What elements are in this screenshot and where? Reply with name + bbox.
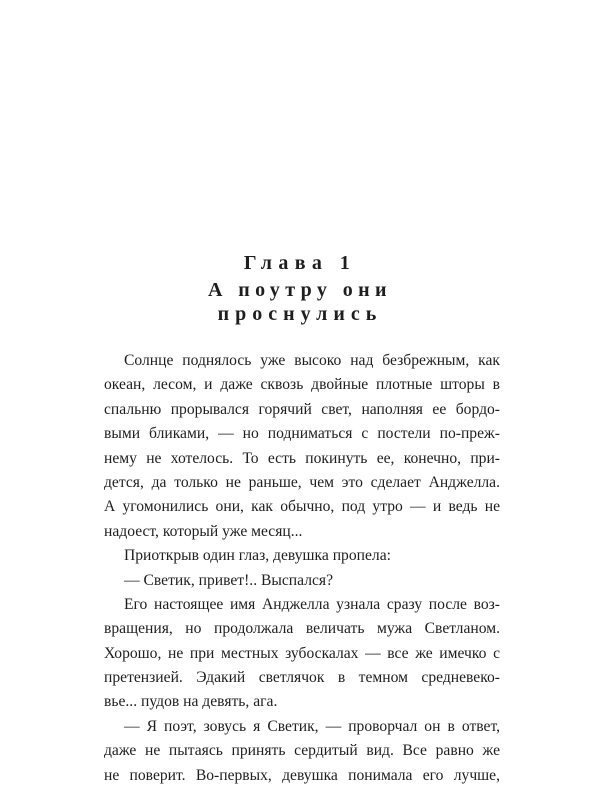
text-line: спальню прорывался горячий свет, наполняя ее бордо- [104, 400, 500, 418]
text-line: даже не пытаясь принять сердитый вид. Все равно же [104, 742, 500, 760]
text-line: дется, да только не раньше, чем это сделает Анджелла. [104, 473, 500, 491]
text-line: нему не хотелось. То есть покинуть ее, конечно, при- [104, 449, 500, 467]
text-line: вращения, но продолжала величать мужа Светланом. [104, 620, 500, 638]
text-line: океан, лесом, и даже сквозь двойные плотные шторы в [104, 376, 500, 394]
text-line: надоест, который уже месяц... [104, 522, 303, 540]
text-line: претензией. Эдакий светлячок в темном средневеко- [104, 669, 500, 687]
text-line: вье... пудов на девять, ага. [104, 693, 278, 711]
text-line: не поверит. Во-первых, девушка понимала его лучше, [104, 766, 500, 784]
text-line: Приоткрыв один глаз, девушка пропела: [124, 547, 391, 565]
text-line: выми бликами, — но подниматься с постели по-преж- [104, 425, 500, 443]
chapter-label: Глава 1 [243, 252, 357, 274]
text-line: Солнце поднялось уже высоко над безбрежным, как [124, 352, 500, 369]
text-line: — Я поэт, зовусь я Светик, — проворчал он в ответ, [124, 717, 500, 735]
text-line: — Светик, привет!.. Выспался? [124, 571, 334, 589]
text-line: Его настоящее имя Анджелла узнала сразу после воз- [124, 595, 500, 613]
chapter-body [104, 349, 500, 788]
chapter-title-line-2: проснулись [217, 303, 383, 325]
chapter-title-line-1: А поутру они [208, 279, 392, 301]
text-line: А угомонились они, как обычно, под утро — и ведь не [104, 498, 500, 516]
text-line: Хорошо, не при местных зубоскалах — все же имечко с [104, 644, 500, 662]
